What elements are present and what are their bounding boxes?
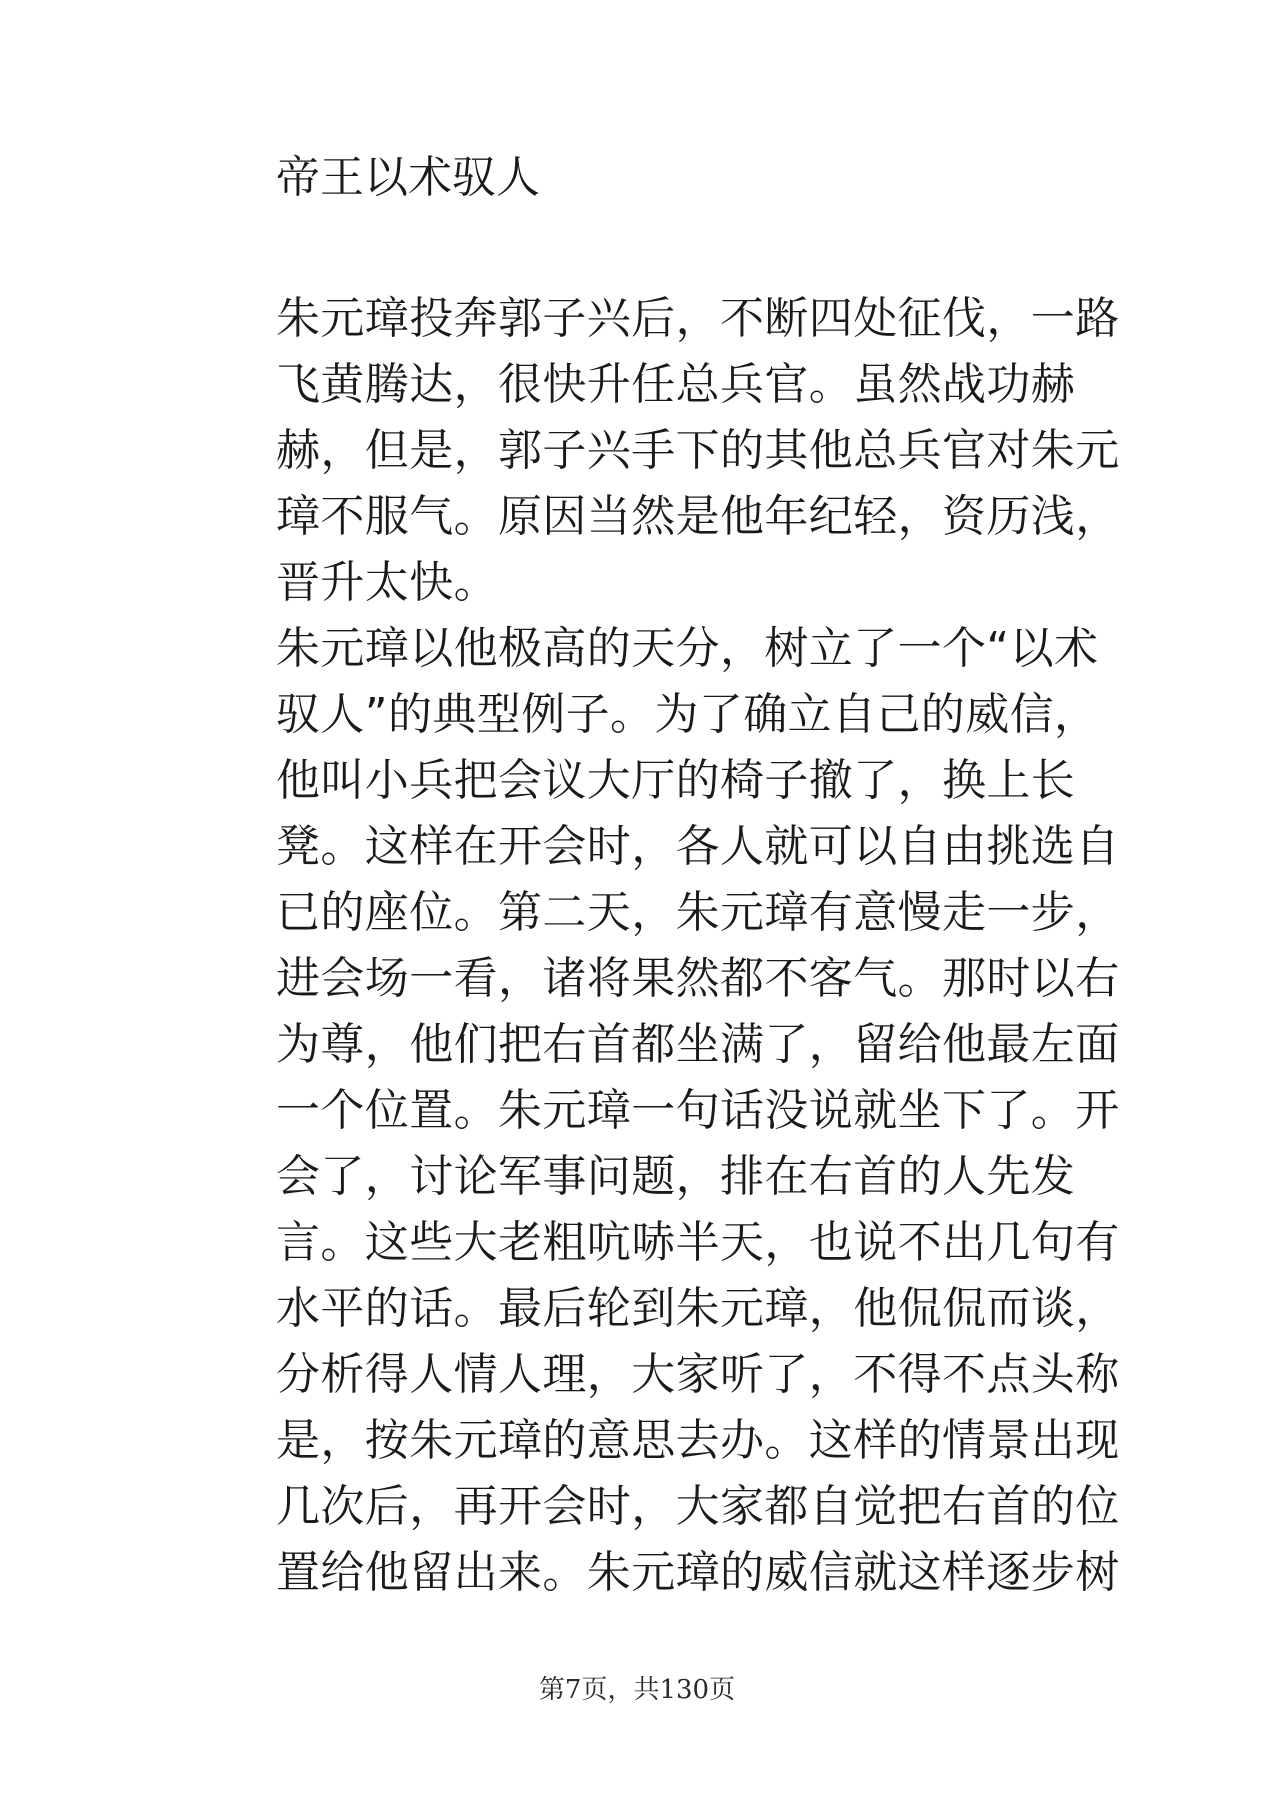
- body-line: 会了，讨论军事问题，排在右首的人先发: [276, 1151, 1076, 1202]
- body-line: 进会场一看，诸将果然都不客气。那时以右: [276, 953, 1120, 1004]
- page-number-footer: 第7页，共130页: [538, 1675, 736, 1705]
- body-line: 璋不服气。原因当然是他年纪轻，资历浅，: [276, 491, 1120, 542]
- body-line: 是，按朱元璋的意思去办。这样的情景出现: [276, 1415, 1120, 1466]
- body-line: 水平的话。最后轮到朱元璋，他侃侃而谈，: [276, 1283, 1120, 1334]
- body-line: 言。这些大老粗吭哧半天，也说不出几句有: [276, 1217, 1120, 1268]
- body-line: 晋升太快。: [276, 557, 498, 608]
- body-line: 朱元璋以他极高的天分，树立了一个“以术: [276, 623, 1099, 674]
- body-line: 分析得人情人理，大家听了，不得不点头称: [276, 1349, 1120, 1400]
- body-line: 朱元璋投奔郭子兴后，不断四处征伐，一路: [276, 293, 1120, 344]
- body-line: 他叫小兵把会议大厅的椅子撤了，换上长: [276, 755, 1076, 806]
- body-line: 驭人”的典型例子。为了确立自己的威信，: [276, 689, 1099, 740]
- body-line: 凳。这样在开会时，各人就可以自由挑选自: [276, 821, 1120, 872]
- body-line: 为尊，他们把右首都坐满了，留给他最左面: [276, 1019, 1120, 1070]
- body-line: 飞黄腾达，很快升任总兵官。虽然战功赫: [276, 359, 1076, 410]
- body-line: 赫，但是，郭子兴手下的其他总兵官对朱元: [276, 425, 1120, 476]
- body-line: 一个位置。朱元璋一句话没说就坐下了。开: [276, 1085, 1120, 1136]
- body-line: 置给他留出来。朱元璋的威信就这样逐步树: [276, 1547, 1120, 1598]
- body-line: 已的座位。第二天，朱元璋有意慢走一步，: [276, 887, 1120, 938]
- document-title: 帝王以术驭人: [276, 152, 540, 203]
- body-line: 几次后，再开会时，大家都自觉把右首的位: [276, 1481, 1120, 1532]
- document-body: [276, 286, 1146, 1606]
